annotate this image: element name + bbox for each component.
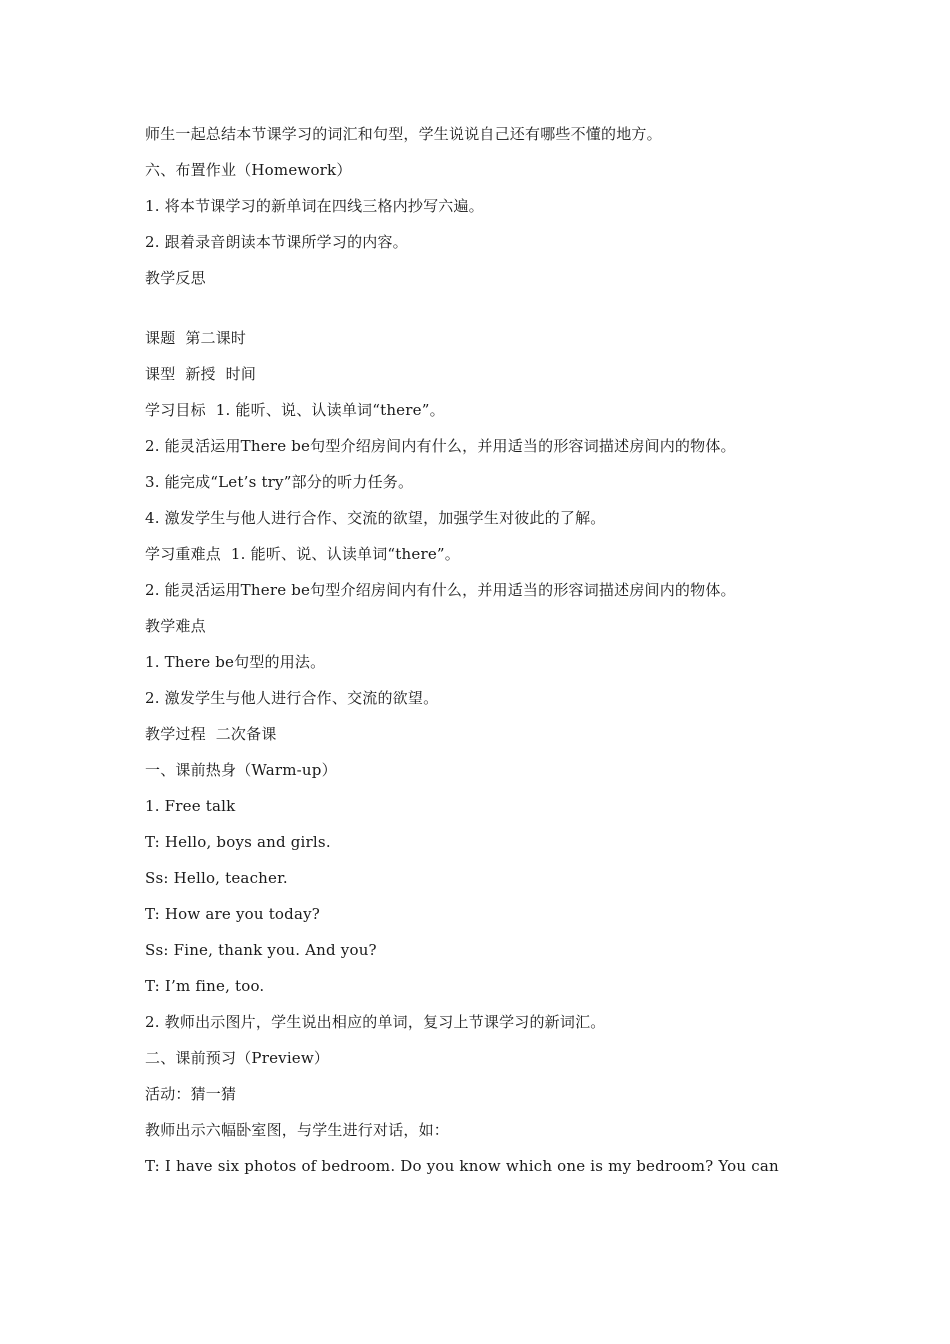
text-line-activity: 活动：猜一猜 bbox=[145, 1085, 237, 1103]
document-body bbox=[145, 124, 825, 1192]
dialogue-line: T: How are you today? bbox=[145, 905, 321, 923]
text-line-process: 教学过程 二次备课 bbox=[145, 725, 277, 743]
text-line-objective-2: 2. 能灵活运用There be句型介绍房间内有什么，并用适当的形容词描述房间内的物体。 bbox=[145, 437, 736, 455]
text-line-lesson-title: 课题 第二课时 bbox=[145, 329, 247, 347]
text-line-objective-3: 3. 能完成“Let’s try”部分的听力任务。 bbox=[145, 473, 414, 491]
text-line-difficulties: 教学难点 bbox=[145, 617, 206, 635]
text-line-key-point-2: 2. 能灵活运用There be句型介绍房间内有什么，并用适当的形容词描述房间内的物体。 bbox=[145, 581, 736, 599]
dialogue-line: T: I have six photos of bedroom. Do you know which one is my bedroom? You can bbox=[145, 1157, 779, 1175]
section-heading-homework: 六、布置作业（Homework） bbox=[145, 161, 352, 179]
dialogue-line: Ss: Hello, teacher. bbox=[145, 869, 288, 887]
text-line-difficulty-1: 1. There be句型的用法。 bbox=[145, 653, 326, 671]
section-heading-preview: 二、课前预习（Preview） bbox=[145, 1049, 330, 1067]
text-line-activity-intro: 教师出示六幅卧室图，与学生进行对话，如： bbox=[145, 1121, 450, 1139]
dialogue-line: T: Hello, boys and girls. bbox=[145, 833, 331, 851]
text-line-homework-1: 1. 将本节课学习的新单词在四线三格内抄写六遍。 bbox=[145, 197, 484, 215]
dialogue-line: Ss: Fine, thank you. And you? bbox=[145, 941, 377, 959]
dialogue-line: T: I’m fine, too. bbox=[145, 977, 265, 995]
text-line-key-points: 学习重难点 1. 能听、说、认读单词“there”。 bbox=[145, 545, 460, 563]
text-line-free-talk: 1. Free talk bbox=[145, 797, 236, 815]
text-line-difficulty-2: 2. 激发学生与他人进行合作、交流的欲望。 bbox=[145, 689, 439, 707]
text-line-objectives: 学习目标 1. 能听、说、认读单词“there”。 bbox=[145, 401, 445, 419]
text-line-lesson-type: 课型 新授 时间 bbox=[145, 365, 257, 383]
text-line-reflection: 教学反思 bbox=[145, 269, 206, 287]
text-line-review: 2. 教师出示图片，学生说出相应的单词，复习上节课学习的新词汇。 bbox=[145, 1013, 606, 1031]
section-heading-warmup: 一、课前热身（Warm-up） bbox=[145, 761, 337, 779]
text-line-objective-4: 4. 激发学生与他人进行合作、交流的欲望，加强学生对彼此的了解。 bbox=[145, 509, 606, 527]
text-line-summary: 师生一起总结本节课学习的词汇和句型，学生说说自己还有哪些不懂的地方。 bbox=[145, 125, 662, 143]
text-line-homework-2: 2. 跟着录音朗读本节课所学习的内容。 bbox=[145, 233, 408, 251]
